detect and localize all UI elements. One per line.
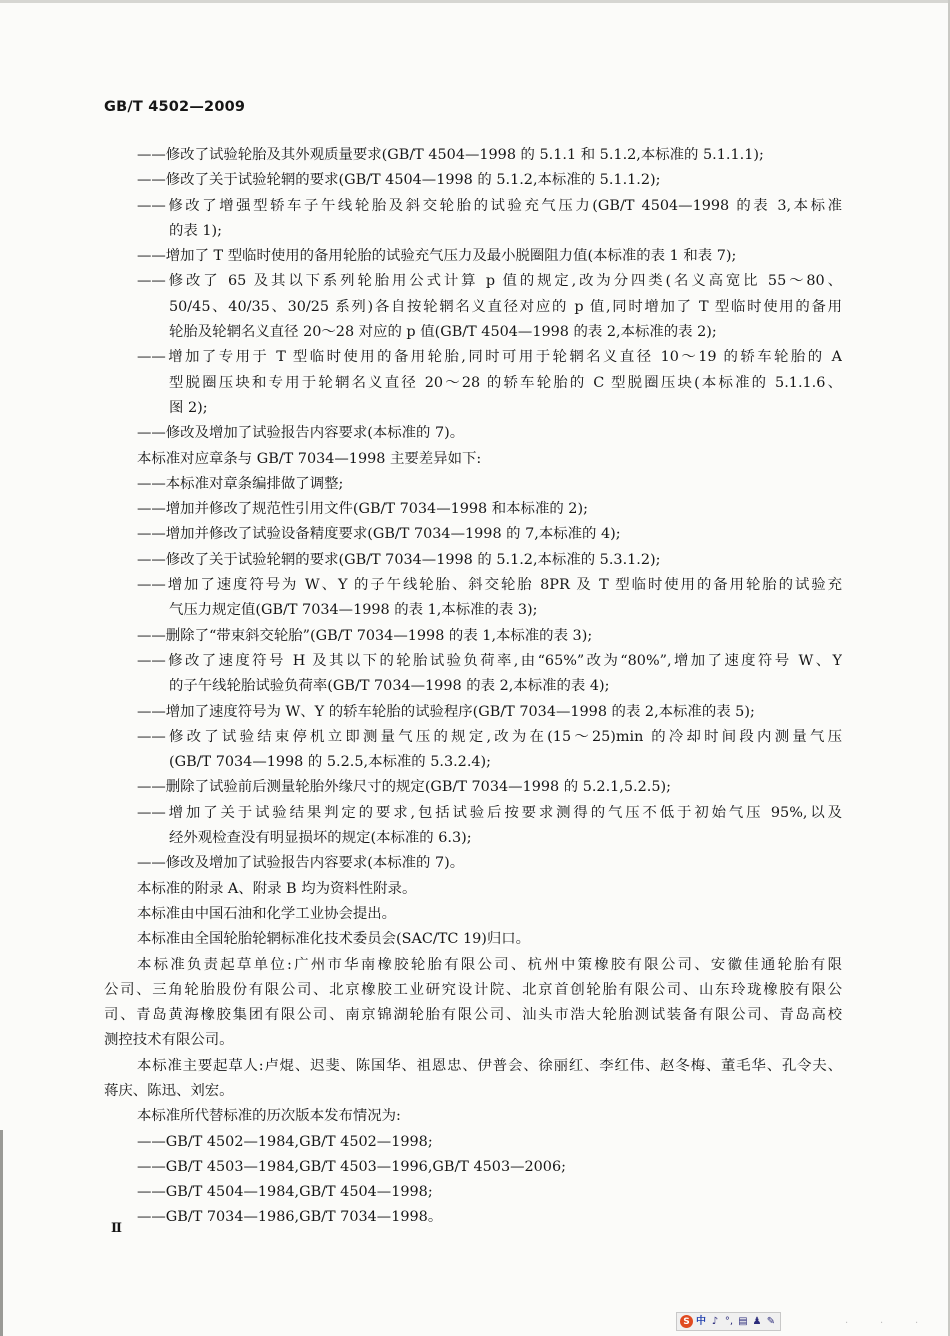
- body-line: 测控技术有限公司。: [104, 1032, 234, 1049]
- body-line: ——GB/T 4503—1984,GB/T 4503—1996,GB/T 4503—2006;: [137, 1158, 566, 1175]
- body-line: ——修改了速度符号 H 及其以下的轮胎试验负荷率,由“65%”改为“80%”,增加了速度符号 W、Y: [137, 652, 842, 669]
- body-line: ——修改了试验轮胎及其外观质量要求(GB/T 4504—1998 的 5.1.1 和 5.1.2,本标准的 5.1.1.1);: [137, 147, 764, 163]
- status-dot-icon: ·: [880, 1318, 884, 1329]
- page-number: Ⅱ: [111, 1221, 122, 1236]
- body-line: 经外观检查没有明显损坏的规定(本标准的 6.3);: [169, 830, 472, 847]
- body-line: ——修改了试验结束停机立即测量气压的规定,改为在(15～25)min 的冷却时间段内测量气压: [137, 728, 842, 745]
- document-body: [104, 143, 842, 1231]
- body-line: ——增加了速度符号为 W、Y 的轿车轮胎的试验程序(GB/T 7034—1998 的表 2,本标准的表 5);: [137, 703, 755, 720]
- body-line: ——修改了关于试验轮辋的要求(GB/T 4504—1998 的 5.1.2,本标准的 5.1.1.2);: [137, 172, 661, 189]
- body-line: ——增加了关于试验结果判定的要求,包括试验后按要求测得的气压不低于初始气压 95%,以及: [137, 804, 842, 821]
- body-line: 本标准的附录 A、附录 B 均为资料性附录。: [137, 880, 417, 897]
- body-line: 司、青岛黄海橡胶集团有限公司、南京锦湖轮胎有限公司、汕头市浩大轮胎测试装备有限公司、青岛高校: [104, 1007, 842, 1024]
- body-line: ——增加并修改了规范性引用文件(GB/T 7034—1998 和本标准的 2);: [137, 501, 588, 518]
- body-line: 本标准由全国轮胎轮辋标准化技术委员会(SAC/TC 19)归口。: [137, 931, 531, 948]
- body-line: ——GB/T 7034—1986,GB/T 7034—1998。: [137, 1209, 443, 1226]
- body-line: ——修改及增加了试验报告内容要求(本标准的 7)。: [137, 855, 465, 872]
- body-line: ——GB/T 4504—1984,GB/T 4504—1998;: [137, 1184, 433, 1201]
- body-line: 轮胎及轮辋名义直径 20～28 对应的 p 值(GB/T 4504—1998 的表 2,本标准的表 2);: [169, 324, 717, 341]
- body-line: ——增加了专用于 T 型临时使用的备用轮胎,同时可用于轮辋名义直径 10～19 的轿车轮胎的 A: [137, 349, 842, 366]
- body-line: ——修改了 65 及其以下系列轮胎用公式计算 p 值的规定,改为分四类(名义高宽比 55～80、: [137, 273, 842, 290]
- body-line: 气压力规定值(GB/T 7034—1998 的表 1,本标准的表 3);: [169, 602, 538, 619]
- status-dot-icon: ·: [845, 1318, 849, 1329]
- body-line: ——增加并修改了试验设备精度要求(GB/T 7034—1998 的 7,本标准的 4);: [137, 526, 621, 543]
- body-line: (GB/T 7034—1998 的 5.2.5,本标准的 5.3.2.4);: [169, 754, 492, 771]
- standard-code-header: GB/T 4502—2009: [104, 99, 246, 115]
- body-line: 50/45、40/35、30/25 系列)各自按轮辋名义直径对应的 p 值,同时增加了 T 型临时使用的备用: [169, 298, 842, 315]
- body-line: 本标准对应章条与 GB/T 7034—1998 主要差异如下:: [137, 450, 482, 467]
- ime-keyboard-icon[interactable]: ▤: [738, 1316, 748, 1327]
- body-line: 蒋庆、陈迅、刘宏。: [104, 1082, 234, 1099]
- ime-user-icon[interactable]: ♟: [752, 1316, 762, 1327]
- body-line: 型脱圈压块和专用于轮辋名义直径 20～28 的轿车轮胎的 C 型脱圈压块(本标准的 5.1.1.6、: [169, 374, 842, 391]
- body-line: ——修改及增加了试验报告内容要求(本标准的 7)。: [137, 425, 465, 442]
- ime-moon-icon[interactable]: ♪: [711, 1316, 719, 1327]
- body-line: 本标准由中国石油和化学工业协会提出。: [137, 905, 397, 922]
- ime-punctuation-icon[interactable]: °,: [724, 1316, 734, 1327]
- body-line: ——增加了 T 型临时使用的备用轮胎的试验充气压力及最小脱圈阻力值(本标准的表 1 和表 7);: [137, 248, 737, 265]
- scan-edge-left: [0, 1130, 3, 1336]
- body-line: ——增加了速度符号为 W、Y 的子午线轮胎、斜交轮胎 8PR 及 T 型临时使用的备用轮胎的试验充: [137, 577, 842, 594]
- ime-tools-icon[interactable]: ✎: [766, 1316, 776, 1327]
- body-line: ——修改了关于试验轮辋的要求(GB/T 7034—1998 的 5.1.2,本标准的 5.3.1.2);: [137, 551, 661, 568]
- body-line: 公司、三角轮胎股份有限公司、北京橡胶工业研究设计院、北京首创轮胎有限公司、山东玲珑橡胶有限公: [104, 981, 842, 998]
- ime-logo-icon[interactable]: S: [680, 1315, 693, 1328]
- body-line: 图 2);: [169, 399, 208, 416]
- status-dot-icon: ·: [915, 1318, 919, 1329]
- body-line: 本标准所代替标准的历次版本发布情况为:: [137, 1108, 401, 1125]
- body-line: 本标准负责起草单位:广州市华南橡胶轮胎有限公司、杭州中策橡胶有限公司、安徽佳通轮胎有限: [137, 956, 842, 973]
- body-line: 的子午线轮胎试验负荷率(GB/T 7034—1998 的表 2,本标准的表 4);: [169, 678, 610, 695]
- body-line: 的表 1);: [169, 222, 222, 239]
- scan-edge-top: [0, 0, 950, 3]
- ime-language-toggle[interactable]: 中: [696, 1316, 706, 1327]
- ime-toolbar[interactable]: [676, 1312, 781, 1331]
- body-line: 本标准主要起草人:卢焜、迟斐、陈国华、祖恩忠、伊普会、徐丽红、李红伟、赵冬梅、董毛华、孔令夫、: [137, 1057, 842, 1074]
- body-line: ——GB/T 4502—1984,GB/T 4502—1998;: [137, 1133, 433, 1150]
- body-line: ——删除了试验前后测量轮胎外缘尺寸的规定(GB/T 7034—1998 的 5.2.1,5.2.5);: [137, 779, 671, 796]
- body-line: ——删除了“带束斜交轮胎”(GB/T 7034—1998 的表 1,本标准的表 3);: [137, 627, 593, 644]
- body-line: ——修改了增强型轿车子午线轮胎及斜交轮胎的试验充气压力(GB/T 4504—1998 的表 3,本标准: [137, 197, 842, 214]
- body-line: ——本标准对章条编排做了调整;: [137, 475, 344, 492]
